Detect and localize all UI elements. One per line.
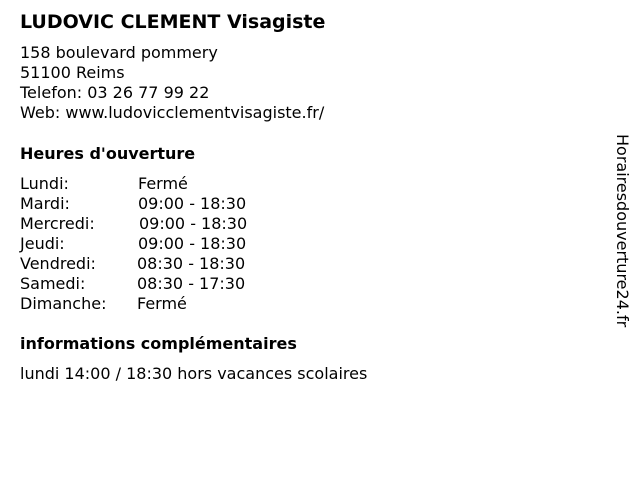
day-label: Dimanche: <box>20 294 107 313</box>
day-label: Mardi: <box>20 194 70 213</box>
hours-row-wednesday <box>20 214 420 234</box>
time-value: 08:30 - 17:30 <box>137 274 246 293</box>
time-value: Fermé <box>137 294 187 313</box>
day-label: Mercredi: <box>20 214 95 233</box>
web-line: Web: www.ludovicclementvisagiste.fr/ <box>20 103 325 122</box>
phone-line: Telefon: 03 26 77 99 22 <box>20 83 210 102</box>
address-street: 158 boulevard pommery <box>20 43 218 62</box>
hours-row-thursday <box>20 234 420 254</box>
hours-row-monday <box>20 174 420 194</box>
time-value: 09:00 - 18:30 <box>138 234 247 253</box>
additional-info-heading: informations complémentaires <box>20 334 297 353</box>
hours-row-friday <box>20 254 420 274</box>
additional-info-text: lundi 14:00 / 18:30 hors vacances scolaires <box>20 364 368 383</box>
hours-row-saturday <box>20 274 420 294</box>
day-label: Samedi: <box>20 274 86 293</box>
address-city: 51100 Reims <box>20 63 125 82</box>
site-watermark: Horairesdouverture24.fr <box>613 134 632 328</box>
business-name: LUDOVIC CLEMENT Visagiste <box>20 11 326 33</box>
day-label: Jeudi: <box>20 234 65 253</box>
business-address-block <box>20 43 324 123</box>
opening-hours-table <box>20 174 420 314</box>
time-value: 08:30 - 18:30 <box>137 254 246 273</box>
day-label: Lundi: <box>20 174 69 193</box>
day-label: Vendredi: <box>20 254 96 273</box>
time-value: 09:00 - 18:30 <box>139 214 248 233</box>
hours-row-tuesday <box>20 194 420 214</box>
opening-hours-heading: Heures d'ouverture <box>20 144 196 163</box>
time-value: 09:00 - 18:30 <box>138 194 247 213</box>
time-value: Fermé <box>138 174 188 193</box>
hours-row-sunday <box>20 294 420 314</box>
